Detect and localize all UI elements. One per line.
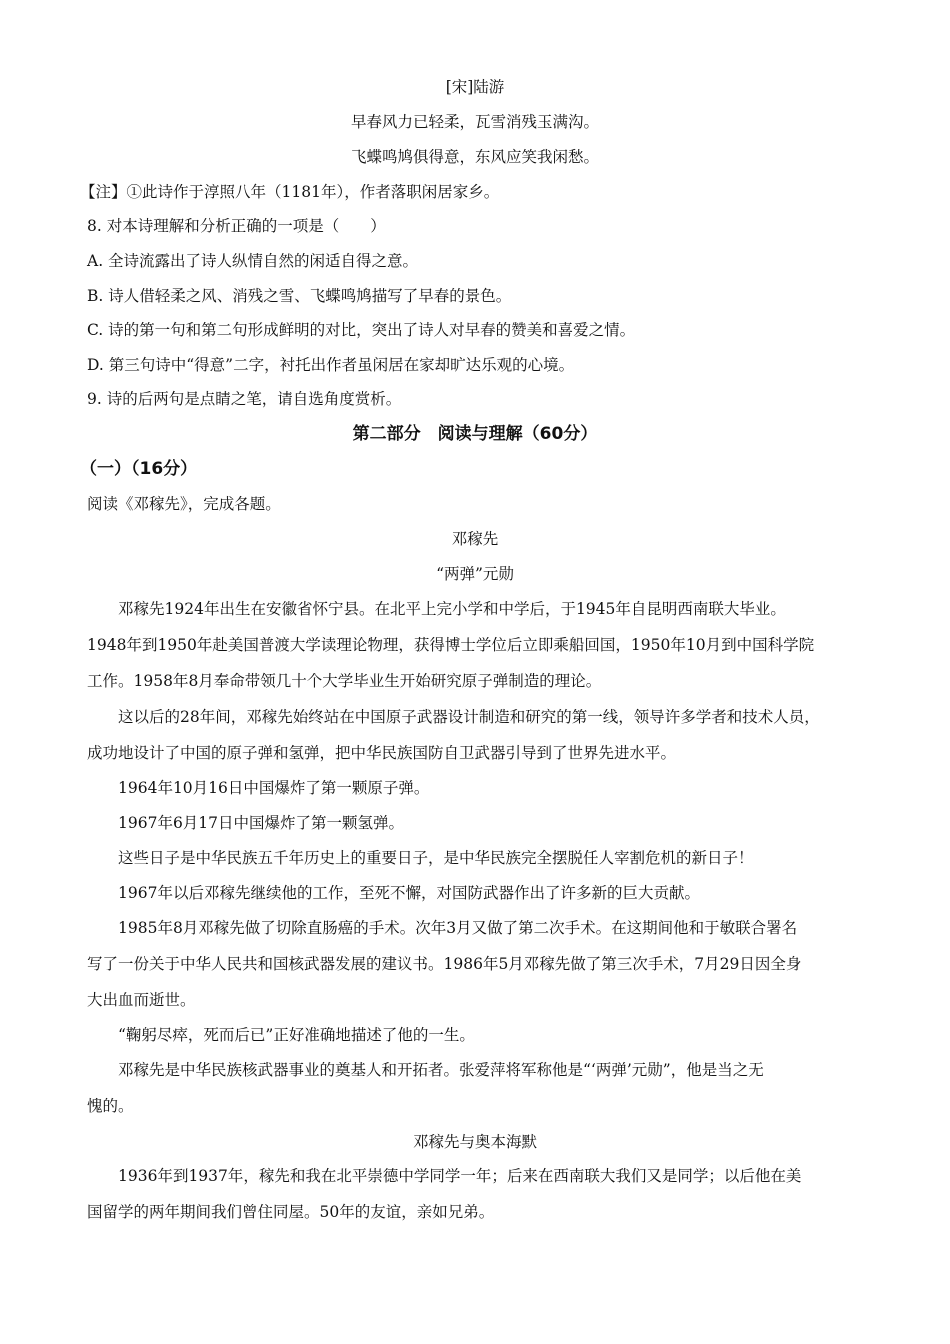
- paragraph-1-line-1: 邓稼先1924年出生在安徽省怀宁县。在北平上完小学和中学后，于1945年自昆明西南联大毕业。: [118, 600, 786, 618]
- section-1-heading: （一）（16分）: [80, 459, 198, 479]
- article-title: 邓稼先: [451, 530, 499, 548]
- poem-author: [宋]陆游: [445, 78, 505, 96]
- part-2-title: 第二部分 阅读与理解（60分）: [352, 424, 598, 444]
- paragraph-1-line-3: 工作。1958年8月奉命带领几十个大学毕业生开始研究原子弹制造的理论。: [87, 672, 602, 690]
- question-8-option-d: D. 第三句诗中“得意”二字，衬托出作者虽闲居在家却旷达乐观的心境。: [87, 356, 575, 374]
- paragraph-9-line-2: 愧的。: [87, 1097, 134, 1115]
- article-subtitle-2: 邓稼先与奥本海默: [412, 1133, 537, 1151]
- question-8-option-c: C. 诗的第一句和第二句形成鲜明的对比，突出了诗人对早春的赞美和喜爱之情。: [87, 321, 636, 339]
- question-8-option-b: B. 诗人借轻柔之风、消残之雪、飞蝶鸣鸠描写了早春的景色。: [87, 287, 512, 305]
- paragraph-5: 这些日子是中华民族五千年历史上的重要日子，是中华民族完全摆脱任人宰割危机的新日子！: [118, 849, 754, 867]
- paragraph-4: 1967年6月17日中国爆炸了第一颗氢弹。: [118, 814, 405, 832]
- paragraph-9-line-1: 邓稼先是中华民族核武器事业的奠基人和开拓者。张爱萍将军称他是“‘两弹’元勋”，他是当之无: [118, 1061, 764, 1079]
- paragraph-6: 1967年以后邓稼先继续他的工作，至死不懈，对国防武器作出了许多新的巨大贡献。: [118, 884, 700, 902]
- paragraph-8: “鞠躬尽瘁，死而后已”正好准确地描述了他的一生。: [118, 1026, 475, 1044]
- paragraph-2-line-2: 成功地设计了中国的原子弹和氢弹，把中华民族国防自卫武器引导到了世界先进水平。: [87, 744, 677, 762]
- paragraph-10-line-1: 1936年到1937年，稼先和我在北平崇德中学同学一年；后来在西南联大我们又是同学；以后他在美: [118, 1167, 802, 1185]
- paragraph-7-line-2: 写了一份关于中华人民共和国核武器发展的建议书。1986年5月邓稼先做了第三次手术，7月29日因全身: [87, 955, 802, 973]
- question-8-option-a: A. 全诗流露出了诗人纵情自然的闲适自得之意。: [87, 252, 419, 270]
- poem-line-1: 早春风力已轻柔，瓦雪消残玉满沟。: [350, 113, 599, 131]
- paragraph-10-line-2: 国留学的两年期间我们曾住同屋。50年的友谊，亲如兄弟。: [87, 1203, 495, 1221]
- paragraph-2-line-1: 这以后的28年间，邓稼先始终站在中国原子武器设计制造和研究的第一线，领导许多学者和技术人员，: [118, 708, 820, 726]
- question-9: 9. 诗的后两句是点睛之笔，请自选角度赏析。: [87, 390, 402, 408]
- article-subtitle-1: “两弹”元勋: [436, 565, 514, 583]
- paragraph-7-line-3: 大出血而逝世。: [87, 991, 196, 1009]
- reading-instruction: 阅读《邓稼先》，完成各题。: [87, 495, 281, 513]
- question-8-stem: 8. 对本诗理解和分析正确的一项是（ ）: [87, 217, 386, 235]
- paragraph-1-line-2: 1948年到1950年赴美国普渡大学读理论物理，获得博士学位后立即乘船回国，1950年10月到中国科学院: [87, 636, 815, 654]
- poem-note: 【注】①此诗作于淳照八年（1181年），作者落职闲居家乡。: [80, 183, 500, 201]
- paragraph-3: 1964年10月16日中国爆炸了第一颗原子弹。: [118, 779, 430, 797]
- paragraph-7-line-1: 1985年8月邓稼先做了切除直肠癌的手术。次年3月又做了第二次手术。在这期间他和于敏联合署名: [118, 919, 798, 937]
- poem-line-2: 飞蝶鸣鸠俱得意，东风应笑我闲愁。: [350, 148, 599, 166]
